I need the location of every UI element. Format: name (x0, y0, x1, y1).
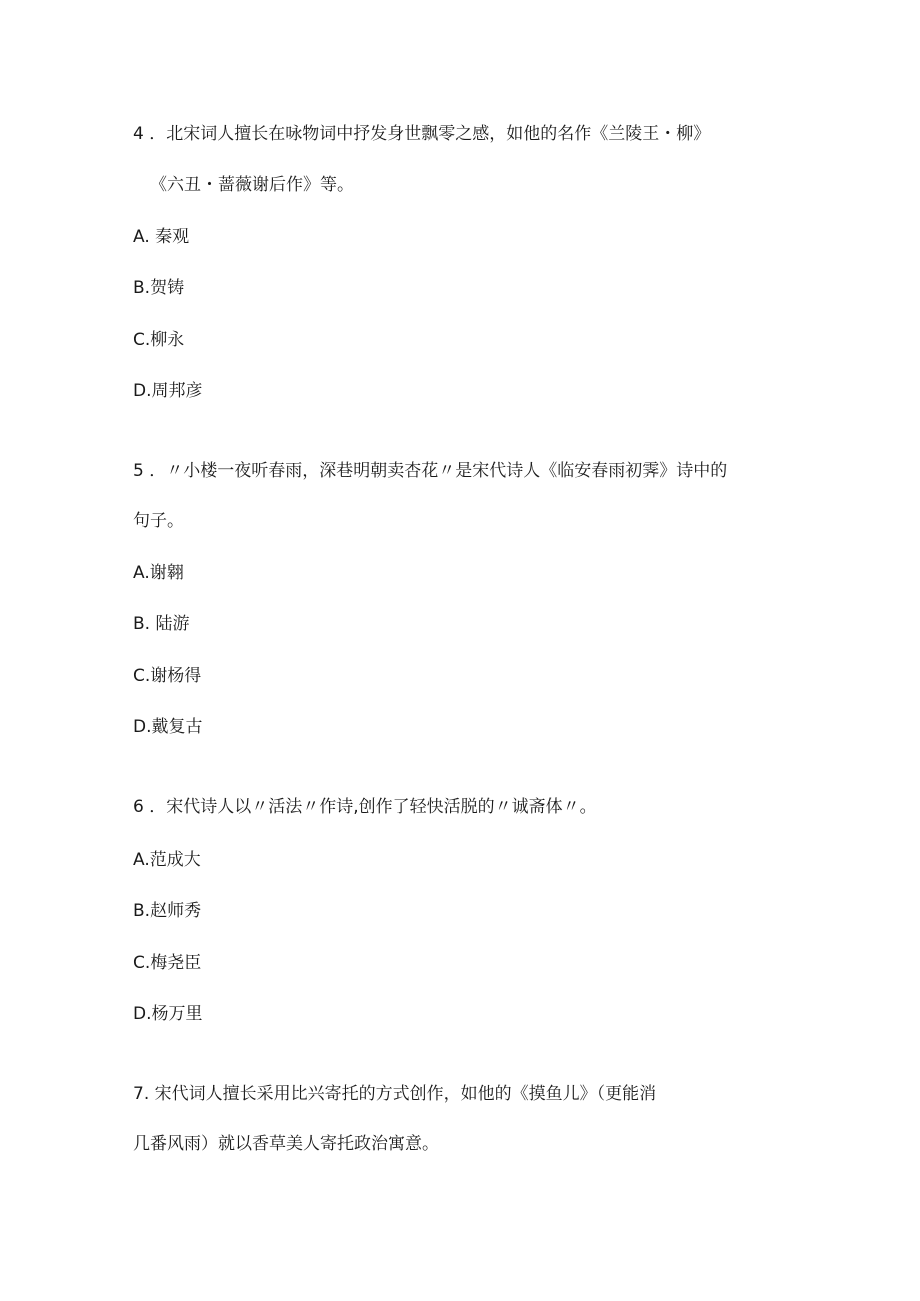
question-4-stem-line-2: 《六丑・蔷薇谢后作》等。 (150, 175, 354, 195)
question-6-stem-line-1: 6 ．宋代诗人以〃活法〃作诗,创作了轻快活脱的〃诚斋体〃。 (133, 797, 597, 817)
question-5-option-a: A.谢翱 (133, 563, 184, 583)
question-4-option-c: C.柳永 (133, 330, 185, 350)
question-5-stem-line-2: 句子。 (133, 511, 184, 531)
question-5-option-c: C.谢杨得 (133, 666, 202, 686)
question-5-option-d: D.戴复古 (133, 717, 203, 737)
question-4-option-a: A. 秦观 (133, 227, 190, 247)
question-4-option-b: B.贺铸 (133, 278, 185, 298)
question-6-option-d: D.杨万里 (133, 1004, 203, 1024)
question-5-stem-line-1: 5 ．〃小楼一夜听春雨，深巷明朝卖杏花〃是宋代诗人《临安春雨初霁》诗中的 (133, 461, 728, 481)
question-7-stem-line-1: 7. 宋代词人擅长采用比兴寄托的方式创作，如他的《摸鱼儿》（更能消 (133, 1084, 657, 1104)
question-5-option-b: B. 陆游 (133, 614, 190, 634)
question-6-option-a: A.范成大 (133, 850, 201, 870)
question-7-stem-line-2: 几番风雨）就以香草美人寄托政治寓意。 (133, 1134, 439, 1154)
question-6-option-b: B.赵师秀 (133, 901, 202, 921)
question-4-option-d: D.周邦彦 (133, 381, 203, 401)
question-6-option-c: C.梅尧臣 (133, 953, 202, 973)
question-4-stem-line-1: 4 ．北宋词人擅长在咏物词中抒发身世飘零之感，如他的名作《兰陵王・柳》 (133, 124, 711, 144)
